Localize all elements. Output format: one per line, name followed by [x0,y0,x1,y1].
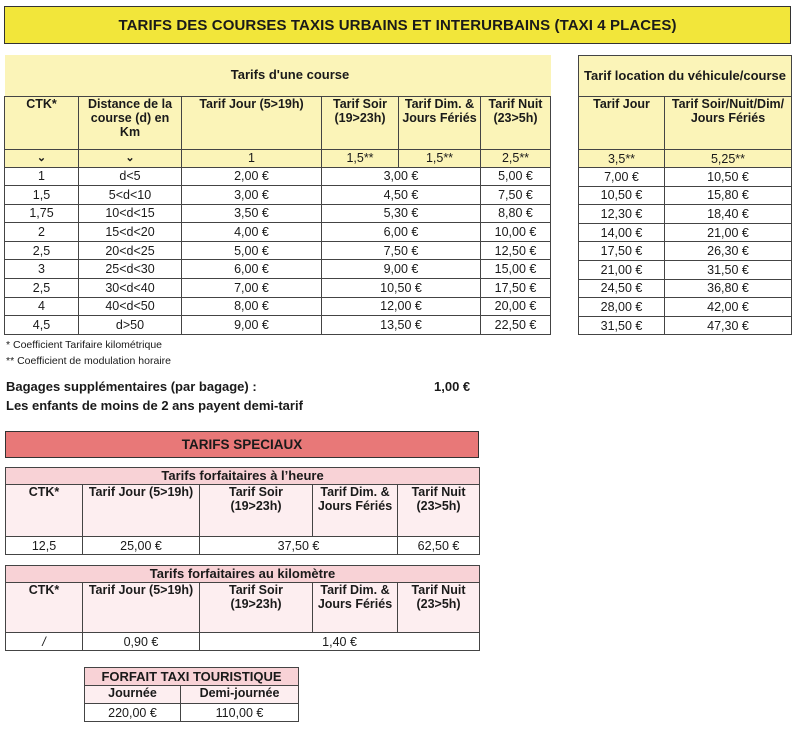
table-row [5,186,551,205]
hourly-table [5,467,480,555]
location-other-cell: 42,00 € [665,298,792,317]
course-ctk-cell: 2,5 [5,241,79,260]
course-jour-cell: 7,00 € [182,279,322,298]
course-ctk-cell: 4,5 [5,316,79,335]
coef-soir: 1,5** [322,149,399,167]
course-soir-dim-cell: 5,30 € [322,204,481,223]
coef-jour: 1 [182,149,322,167]
course-jour-cell: 5,00 € [182,241,322,260]
tourist-table [84,667,299,722]
course-header-ctk: CTK* [5,96,79,149]
table-row [5,241,551,260]
course-distance-cell: 30<d<40 [79,279,182,298]
course-header-nuit: Tarif Nuit (23>5h) [481,96,551,149]
location-jour-cell: 7,00 € [579,168,665,187]
course-ctk-cell: 4 [5,297,79,316]
km-other: 1,40 € [200,633,480,651]
course-header-jour: Tarif Jour (5>19h) [182,96,322,149]
table-row [579,186,792,205]
children-note: Les enfants de moins de 2 ans payent demi-tarif [6,398,303,413]
course-ctk-cell: 1 [5,167,79,186]
table-row [5,297,551,316]
chevron-down-icon: ⌄ [79,149,182,167]
hourly-header-ctk: CTK* [6,485,83,537]
table-row [579,298,792,317]
course-nuit-cell: 22,50 € [481,316,551,335]
course-soir-dim-cell: 10,50 € [322,279,481,298]
tourist-header-day: Journée [85,686,181,704]
table-row [5,260,551,279]
tourist-caption: FORFAIT TAXI TOURISTIQUE [85,668,299,686]
hourly-jour: 25,00 € [83,537,200,555]
location-jour-cell: 12,30 € [579,205,665,224]
course-nuit-cell: 7,50 € [481,186,551,205]
location-coef-jour: 3,5** [579,150,665,168]
course-coef-row [5,149,551,167]
course-soir-dim-cell: 9,00 € [322,260,481,279]
course-distance-cell: 15<d<20 [79,223,182,242]
course-ctk-cell: 1,75 [5,204,79,223]
location-caption: Tarif location du véhicule/course [579,56,792,97]
table-row [579,242,792,261]
table-row [579,205,792,224]
table-row [85,704,299,722]
location-jour-cell: 21,00 € [579,260,665,279]
km-ctk: / [6,633,83,651]
special-title: TARIFS SPECIAUX [5,431,479,458]
location-other-cell: 21,00 € [665,223,792,242]
table-row [579,316,792,335]
location-other-cell: 15,80 € [665,186,792,205]
course-soir-dim-cell: 13,50 € [322,316,481,335]
table-row [5,223,551,242]
location-other-cell: 36,80 € [665,279,792,298]
course-soir-dim-cell: 6,00 € [322,223,481,242]
km-caption: Tarifs forfaitaires au kilomètre [6,566,480,583]
location-jour-cell: 28,00 € [579,298,665,317]
location-header-other: Tarif Soir/Nuit/Dim/ Jours Fériés [665,97,792,150]
course-soir-dim-cell: 12,00 € [322,297,481,316]
chevron-down-icon: ⌄ [5,149,79,167]
course-jour-cell: 2,00 € [182,167,322,186]
course-jour-cell: 8,00 € [182,297,322,316]
location-coef-other: 5,25** [665,150,792,168]
course-distance-cell: 5<d<10 [79,186,182,205]
course-caption: Tarifs d'une course [182,55,399,96]
table-row [5,204,551,223]
table-row [6,537,480,555]
location-jour-cell: 31,50 € [579,316,665,335]
tourist-halfday-value: 110,00 € [181,704,299,722]
table-row [579,260,792,279]
location-jour-cell: 14,00 € [579,223,665,242]
coef-dim: 1,5** [399,149,481,167]
baggage-label: Bagages supplémentaires (par bagage) : [6,379,257,394]
course-distance-cell: 10<d<15 [79,204,182,223]
course-soir-dim-cell: 4,50 € [322,186,481,205]
note-ctk: * Coefficient Tarifaire kilométrique [6,339,163,351]
km-header-soir: Tarif Soir (19>23h) [200,583,313,633]
course-header-soir: Tarif Soir (19>23h) [322,96,399,149]
course-distance-cell: 40<d<50 [79,297,182,316]
course-table [4,55,551,335]
km-header-dim: Tarif Dim. & Jours Fériés [313,583,398,633]
course-distance-cell: d>50 [79,316,182,335]
course-jour-cell: 9,00 € [182,316,322,335]
location-other-cell: 10,50 € [665,168,792,187]
hourly-nuit: 62,50 € [398,537,480,555]
course-nuit-cell: 10,00 € [481,223,551,242]
course-nuit-cell: 12,50 € [481,241,551,260]
coef-nuit: 2,5** [481,149,551,167]
table-row [5,279,551,298]
course-ctk-cell: 2,5 [5,279,79,298]
table-row [579,168,792,187]
location-jour-cell: 10,50 € [579,186,665,205]
course-distance-cell: d<5 [79,167,182,186]
course-jour-cell: 3,00 € [182,186,322,205]
table-row [579,223,792,242]
hourly-header-dim: Tarif Dim. & Jours Fériés [313,485,398,537]
km-header-nuit: Tarif Nuit (23>5h) [398,583,480,633]
hourly-header-nuit: Tarif Nuit (23>5h) [398,485,480,537]
page-title: TARIFS DES COURSES TAXIS URBAINS ET INTERURBAINS (TAXI 4 PLACES) [4,6,791,44]
table-row [5,316,551,335]
km-header-jour: Tarif Jour (5>19h) [83,583,200,633]
course-nuit-cell: 8,80 € [481,204,551,223]
course-soir-dim-cell: 3,00 € [322,167,481,186]
hourly-ctk: 12,5 [6,537,83,555]
course-nuit-cell: 17,50 € [481,279,551,298]
course-ctk-cell: 2 [5,223,79,242]
course-distance-cell: 20<d<25 [79,241,182,260]
tourist-day-value: 220,00 € [85,704,181,722]
note-modulation: ** Coefficient de modulation horaire [6,355,171,367]
hourly-header-soir: Tarif Soir (19>23h) [200,485,313,537]
course-jour-cell: 6,00 € [182,260,322,279]
location-other-cell: 18,40 € [665,205,792,224]
baggage-value: 1,00 € [434,379,471,394]
course-jour-cell: 4,00 € [182,223,322,242]
location-table [578,55,792,335]
course-header-dim: Tarif Dim. & Jours Fériés [399,96,481,149]
location-header-jour: Tarif Jour [579,97,665,150]
course-nuit-cell: 20,00 € [481,297,551,316]
course-soir-dim-cell: 7,50 € [322,241,481,260]
location-other-cell: 26,30 € [665,242,792,261]
table-row [6,633,480,651]
table-row [5,167,551,186]
hourly-caption: Tarifs forfaitaires à l’heure [6,468,480,485]
hourly-header-jour: Tarif Jour (5>19h) [83,485,200,537]
location-other-cell: 31,50 € [665,260,792,279]
table-row [579,279,792,298]
course-ctk-cell: 1,5 [5,186,79,205]
km-header-ctk: CTK* [6,583,83,633]
course-jour-cell: 3,50 € [182,204,322,223]
location-jour-cell: 17,50 € [579,242,665,261]
course-nuit-cell: 5,00 € [481,167,551,186]
km-jour: 0,90 € [83,633,200,651]
course-distance-cell: 25<d<30 [79,260,182,279]
location-other-cell: 47,30 € [665,316,792,335]
course-ctk-cell: 3 [5,260,79,279]
hourly-soir-dim: 37,50 € [200,537,398,555]
location-jour-cell: 24,50 € [579,279,665,298]
course-nuit-cell: 15,00 € [481,260,551,279]
km-table [5,565,480,651]
tourist-header-halfday: Demi-journée [181,686,299,704]
course-header-distance: Distance de la course (d) en Km [79,96,182,149]
